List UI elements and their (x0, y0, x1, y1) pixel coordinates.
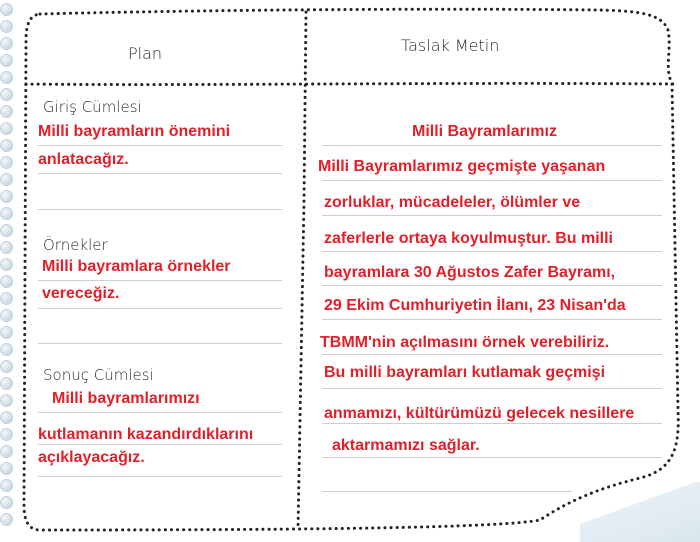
draft-line: Milli Bayramlarımız geçmişte yaşanan (318, 158, 606, 175)
examples-heading: Örnekler (43, 236, 108, 254)
conclusion-line: kutlamanın kazandırdıklarını (38, 426, 254, 443)
ruled-line (38, 476, 282, 477)
ruled-line (38, 444, 282, 445)
examples-line: vereceğiz. (42, 285, 120, 302)
ruled-line (322, 491, 572, 492)
draft-column-title: Taslak Metin (401, 36, 500, 55)
ruled-line (322, 319, 662, 320)
ruled-line (38, 343, 282, 344)
draft-line: zaferlerle ortaya koyulmuştur. Bu milli (324, 230, 613, 247)
conclusion-line: Milli bayramlarımızı (52, 390, 200, 407)
draft-line: 29 Ekim Cumhuriyetin İlanı, 23 Nisan'da (324, 297, 626, 314)
ruled-line (38, 145, 282, 146)
draft-line: aktarmamızı sağlar. (332, 437, 480, 454)
intro-line: Milli bayramların önemini (38, 123, 231, 140)
intro-heading: Giriş Cümlesi (43, 98, 142, 116)
draft-line: Bu milli bayramları kutlamak geçmişi (324, 364, 606, 381)
ruled-line (322, 180, 662, 181)
ruled-line (322, 215, 662, 216)
ruled-line (322, 457, 662, 458)
ruled-line (38, 173, 282, 174)
plan-column-title: Plan (128, 44, 163, 63)
ruled-line (322, 354, 662, 355)
ruled-line (38, 209, 282, 210)
ruled-line (322, 285, 662, 286)
ruled-line (38, 308, 282, 309)
ruled-line (38, 412, 282, 413)
ruled-line (322, 388, 662, 389)
ruled-line (322, 423, 662, 424)
draft-line: anmamızı, kültürümüzü gelecek nesillere (324, 405, 635, 422)
ruled-line (322, 145, 662, 146)
ruled-line (322, 251, 662, 252)
conclusion-heading: Sonuç Cümlesi (43, 366, 154, 384)
conclusion-line: açıklayacağız. (38, 449, 145, 466)
draft-line: bayramlara 30 Ağustos Zafer Bayramı, (324, 264, 616, 281)
intro-line: anlatacağız. (38, 151, 129, 168)
draft-line: TBMM'nin açılmasını örnek verebiliriz. (320, 334, 610, 351)
draft-line: zorluklar, mücadeleler, ölümler ve (324, 194, 581, 211)
ruled-line (38, 280, 282, 281)
draft-title: Milli Bayramlarımız (412, 123, 557, 140)
examples-line: Milli bayramlara örnekler (42, 258, 231, 275)
